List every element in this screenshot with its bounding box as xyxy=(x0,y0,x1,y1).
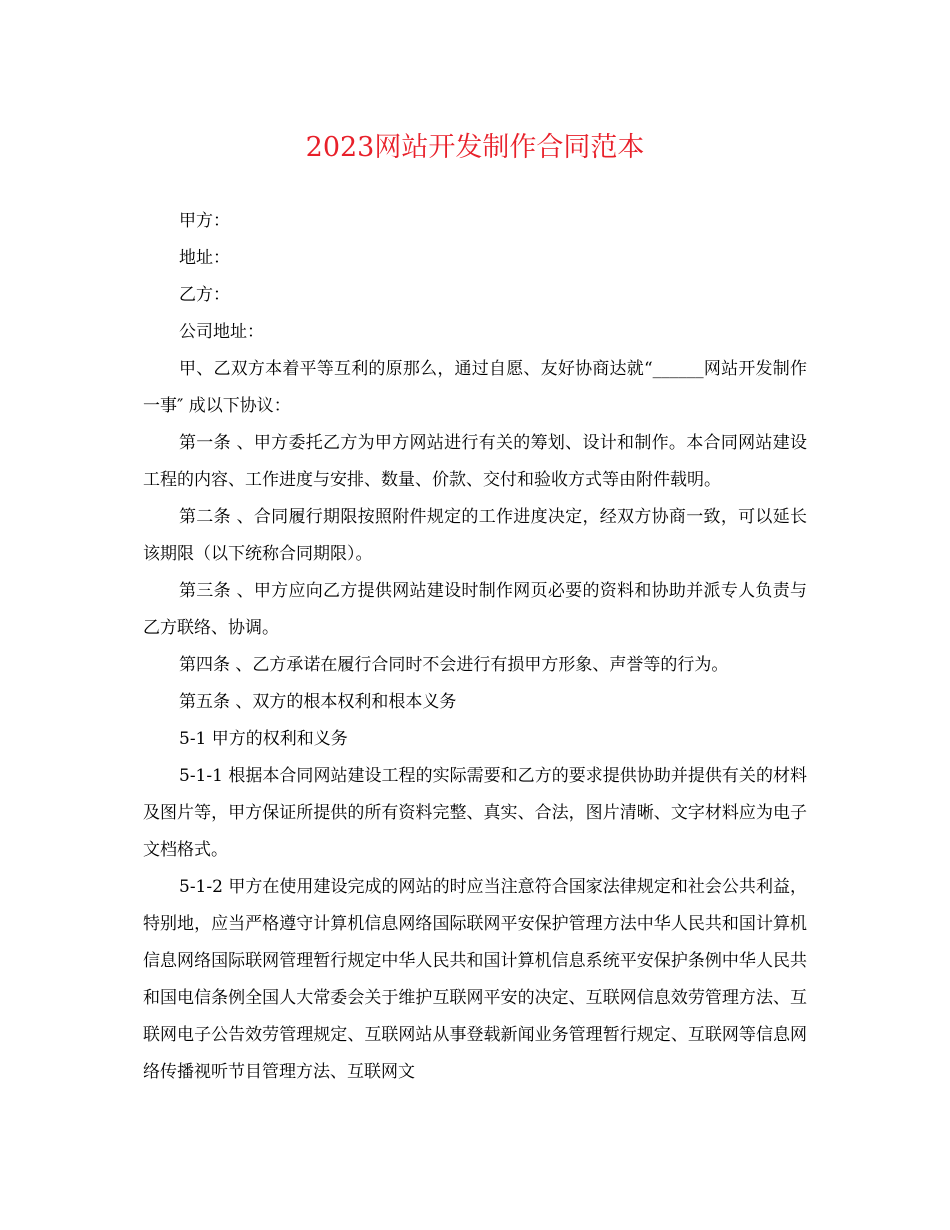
party-a-line: 甲方： xyxy=(179,211,230,231)
article-2-paragraph: 第二条 、合同履行期限按照附件规定的工作进度决定，经双方协商一致，可以延长该期限（以下统称合同期限）。 xyxy=(143,507,807,564)
section-5-1-heading: 5-1 甲方的权利和义务 xyxy=(179,729,348,749)
article-1-paragraph: 第一条 、甲方委托乙方为甲方网站进行有关的筹划、设计和制作。本合同网站建设工程的内容、工作进度与安排、数量、价款、交付和验收方式等由附件载明。 xyxy=(143,433,807,490)
address-line: 地址： xyxy=(179,248,230,268)
article-4-paragraph: 第四条 、乙方承诺在履行合同时不会进行有损甲方形象、声誉等的行为。 xyxy=(179,655,729,675)
party-b-line: 乙方： xyxy=(179,285,230,305)
document-title: 2023网站开发制作合同范本 xyxy=(305,132,645,163)
clause-5-1-2-paragraph: 5-1-2 甲方在使用建设完成的网站的时应当注意符合国家法律规定和社会公共利益，特别地，应当严格遵守计算机信息网络国际联网平安保护管理方法中华人民共和国计算机信息网络国际联网管理暂行规定中华人民共和国计算机信息系统平安保护条例中华人民共和国电信条例全国人大常委会关于维护互联网平安的决定、互联网信息效劳管理方法、互联网电子公告效劳管理规定、互联网站从事登载新闻业务管理暂行规定、互联网等信息网络传播视听节目管理方法、互联网文 xyxy=(143,877,807,1082)
article-3-paragraph: 第三条 、甲方应向乙方提供网站建设时制作网页必要的资料和协助并派专人负责与乙方联络、协调。 xyxy=(143,581,807,638)
article-5-heading: 第五条 、双方的根本权利和根本义务 xyxy=(179,692,457,712)
preamble-paragraph: 甲、乙双方本着平等互利的原那么，通过自愿、友好协商达就“______网站开发制作一事″ 成以下协议： xyxy=(143,359,807,416)
document-body xyxy=(143,203,807,1091)
company-address-line: 公司地址： xyxy=(179,322,264,342)
clause-5-1-1-paragraph: 5-1-1 根据本合同网站建设工程的实际需要和乙方的要求提供协助并提供有关的材料及图片等，甲方保证所提供的所有资料完整、真实、合法，图片清晰、文字材料应为电子文档格式。 xyxy=(143,766,807,860)
